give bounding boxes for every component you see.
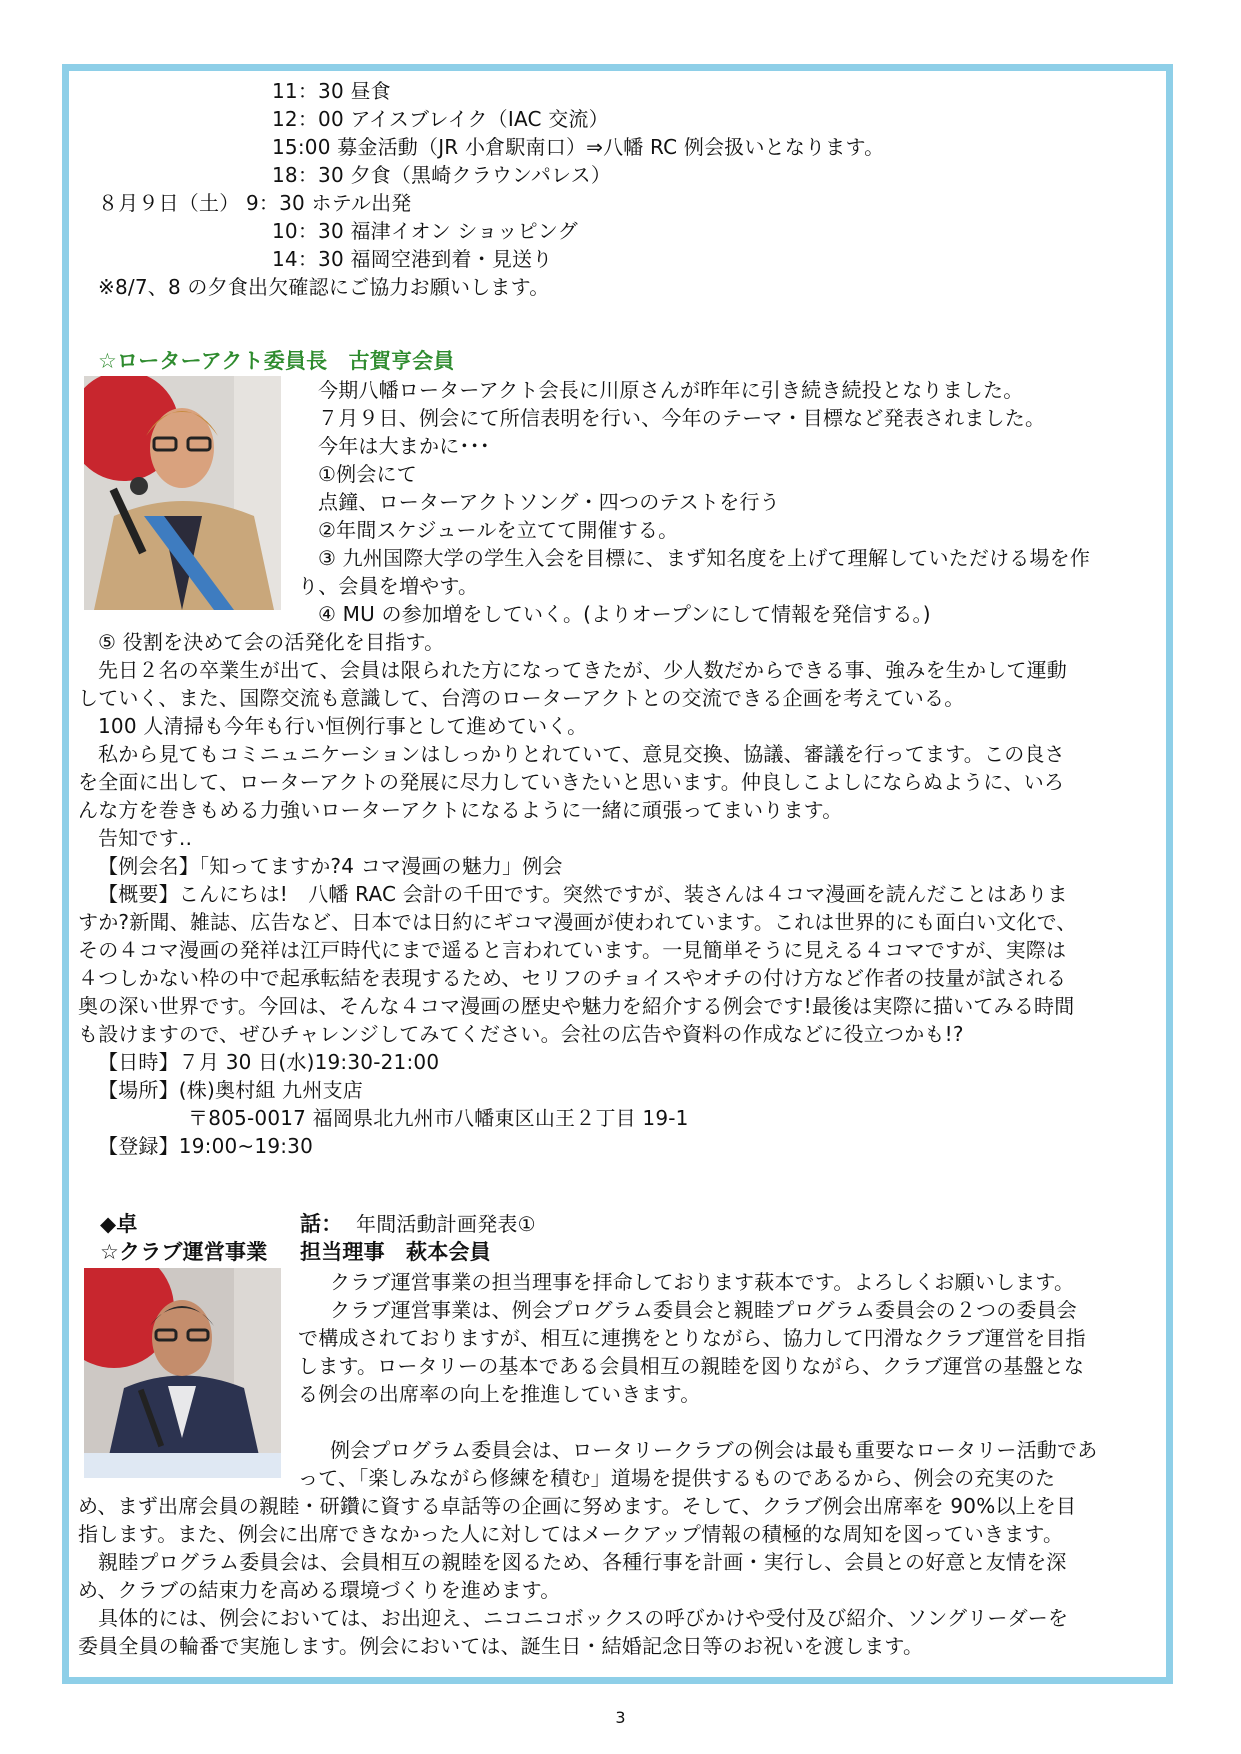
schedule-line: 18：30 夕食（黒崎クラウンパレス）	[272, 163, 612, 187]
body-line: ⑤ 役割を決めて会の活発化を目指す。	[98, 630, 445, 654]
section-heading-director: 担当理事 萩本会員	[300, 1240, 491, 1264]
rotaract-chair-photo	[84, 376, 281, 610]
body-line: んな方を巻きもめる力強いローターアクトになるように一緒に頑張ってまいります。	[78, 798, 843, 822]
talk-label: ◆卓	[100, 1212, 138, 1236]
event-registration: 【登録】19:00~19:30	[98, 1134, 314, 1158]
body-line: ②年間スケジュールを立てて開催する。	[318, 518, 679, 542]
body-line: 今年は大まかに･･･	[318, 434, 490, 458]
body-line: 具体的には、例会においては、お出迎え、ニコニコボックスの呼びかけや受付及び紹介、ソングリーダーを	[98, 1606, 1069, 1630]
event-date: 【日時】７月 30 日(水)19:30-21:00	[98, 1050, 440, 1074]
body-line: り、会員を増やす。	[298, 574, 479, 598]
schedule-line: 15:00 募金活動（JR 小倉駅南口）⇒八幡 RC 例会扱いとなります。	[272, 135, 885, 159]
body-line: ④ MU の参加増をしていく。(よりオープンにして情報を発信する。)	[318, 602, 931, 626]
schedule-note: ※8/7、8 の夕食出欠確認にご協力お願いします。	[98, 275, 550, 299]
body-line: ①例会にて	[318, 462, 417, 486]
schedule-line: 12：00 アイスブレイク（IAC 交流）	[272, 107, 609, 131]
body-line: も設けますので、ぜひチャレンジしてみてください。会社の広告や資料の作成などに役立つかも!?	[78, 1022, 964, 1046]
schedule-line: 10：30 福津イオン ショッピング	[272, 219, 578, 243]
body-line: 告知です‥	[98, 826, 193, 850]
body-line: ４つしかない枠の中で起承転結を表現するため、セリフのチョイスやオチの付け方など作者の技量が試される	[78, 966, 1067, 990]
club-director-photo	[84, 1268, 281, 1478]
body-line: 【概要】こんにちは! 八幡 RAC 会計の千田です。突然ですが、装さんは４コマ漫画を読んだことはありま	[98, 882, 1068, 906]
body-line: 親睦プログラム委員会は、会員相互の親睦を図るため、各種行事を計画・実行し、会員との好意と友情を深	[98, 1550, 1067, 1574]
body-line: で構成されておりますが、相互に連携をとりながら、協力して円滑なクラブ運営を目指	[298, 1326, 1086, 1350]
body-line: クラブ運営事業の担当理事を拝命しております萩本です。よろしくお願いします。	[330, 1270, 1075, 1294]
schedule-line: ８月９日（土） 9：30 ホテル出発	[98, 191, 412, 215]
body-line: クラブ運営事業は、例会プログラム委員会と親睦プログラム委員会の２つの委員会	[330, 1298, 1077, 1322]
page-number: 3	[615, 1708, 626, 1727]
body-line: 今期八幡ローターアクト会長に川原さんが昨年に引き続き続投となりました。	[318, 378, 1024, 402]
schedule-line: 11：30 昼食	[272, 79, 391, 103]
body-line: ７月９日、例会にて所信表明を行い、今年のテーマ・目標など発表されました。	[318, 406, 1046, 430]
body-line: 点鐘、ローターアクトソング・四つのテストを行う	[318, 490, 780, 514]
talk-label-colon: 話：	[300, 1212, 343, 1236]
event-place: 【場所】(株)奥村組 九州支店	[98, 1078, 363, 1102]
body-line: 奥の深い世界です。今回は、そんな４コマ漫画の歴史や魅力を紹介する例会です!最後は実際に描いてみる時間	[78, 994, 1075, 1018]
body-line: すか?新聞、雑誌、広告など、日本では日約にギコマ漫画が使われています。これは世界的にも面白い文化で、	[78, 910, 1077, 934]
section-heading: ☆クラブ運営事業	[100, 1240, 268, 1264]
talk-topic: 年間活動計画発表①	[356, 1212, 536, 1236]
body-line: 例会プログラム委員会は、ロータリークラブの例会は最も重要なロータリー活動であ	[330, 1438, 1098, 1462]
body-line: していく、また、国際交流も意識して、台湾のローターアクトとの交流できる企画を考えている。	[78, 686, 965, 710]
body-line: 100 人清掃も今年も行い恒例行事として進めていく。	[98, 714, 588, 738]
body-line: る例会の出席率の向上を推進していきます。	[298, 1382, 701, 1406]
event-address: 〒805-0017 福岡県北九州市八幡東区山王２丁目 19-1	[188, 1106, 689, 1130]
body-line: その４コマ漫画の発祥は江戸時代にまで遥ると言われています。一見簡単そうに見える４コマですが、実際は	[78, 938, 1067, 962]
body-line: って、「楽しみながら修練を積む」道場を提供するものであるから、例会の充実のた	[298, 1466, 1056, 1490]
body-line: め、まず出席会員の親睦・研鑽に資する卓話等の企画に努めます。そして、クラブ例会出席率を 90%以上を目	[78, 1494, 1077, 1518]
body-line: ③ 九州国際大学の学生入会を目標に、まず知名度を上げて理解していただける場を作	[318, 546, 1091, 570]
body-line: 委員全員の輪番で実施します。例会においては、誕生日・結婚記念日等のお祝いを渡します。	[78, 1634, 924, 1658]
body-line: します。ロータリーの基本である会員相互の親睦を図りながら、クラブ運営の基盤とな	[298, 1354, 1085, 1378]
body-line: 先日２名の卒業生が出て、会員は限られた方になってきたが、少人数だからできる事、強みを生かして運動	[98, 658, 1067, 682]
body-line: 指します。また、例会に出席できなかった人に対してはメークアップ情報の積極的な周知を図っていきます。	[78, 1522, 1064, 1546]
event-name: 【例会名】「知ってますか?4 コマ漫画の魅力」例会	[98, 854, 563, 878]
body-line: を全面に出して、ローターアクトの発展に尽力していきたいと思います。仲良しこよしにならぬように、いろ	[78, 770, 1065, 794]
body-line: 私から見てもコミニュニケーションはしっかりとれていて、意見交換、協議、審議を行ってます。この良さ	[98, 742, 1065, 766]
schedule-line: 14：30 福岡空港到着・見送り	[272, 247, 553, 271]
body-line: め、クラブの結束力を高める環境づくりを進めます。	[78, 1578, 561, 1602]
section-heading: ☆ローターアクト委員長 古賀亨会員	[98, 349, 455, 373]
